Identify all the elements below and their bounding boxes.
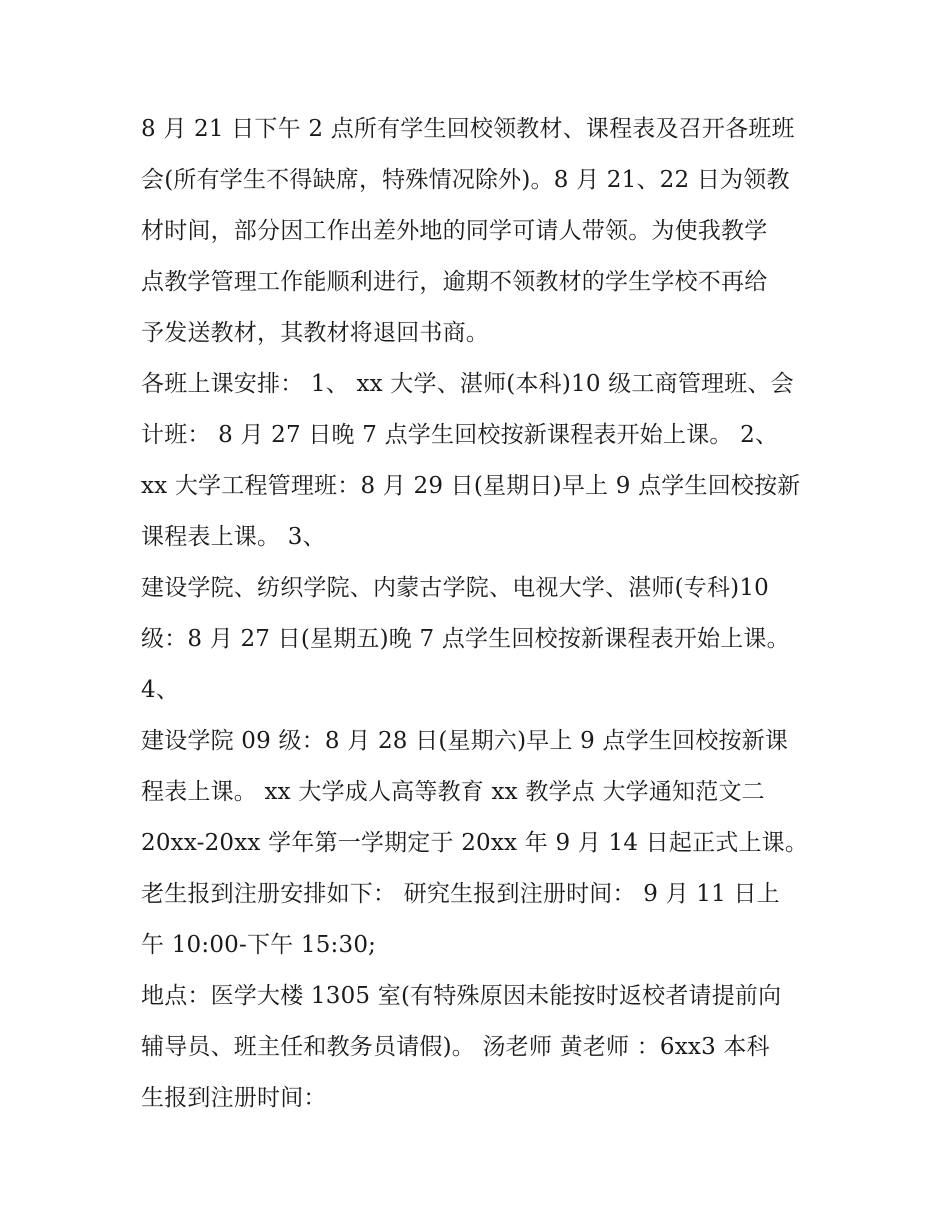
- text-line: 计班： 8 月 27 日晚 7 点学生回校按新课程表开始上课。 2、: [141, 422, 779, 448]
- text-line: 程表上课。 xx 大学成人高等教育 xx 教学点 大学通知范文二: [141, 779, 765, 805]
- document-body: [141, 104, 821, 1124]
- text-line: 点教学管理工作能顺利进行，逾期不领教材的学生学校不再给: [141, 269, 768, 295]
- text-line: 老生报到注册安排如下： 研究生报到注册时间： 9 月 11 日上: [141, 881, 780, 907]
- text-line: 予发送教材，其教材将退回书商。: [141, 320, 489, 346]
- text-line: 地点：医学大楼 1305 室(有特殊原因未能按时返校者请提前向: [141, 983, 782, 1009]
- text-line: 建设学院 09 级：8 月 28 日(星期六)早上 9 点学生回校按新课: [141, 728, 789, 754]
- text-line: 辅导员、班主任和教务员请假)。 汤老师 黄老师 ：6xx3 本科: [141, 1034, 770, 1060]
- text-line: 各班上课安排： 1、 xx 大学、湛师(本科)10 级工商管理班、会: [141, 371, 794, 397]
- text-line: 20xx-20xx 学年第一学期定于 20xx 年 9 月 14 日起正式上课。: [141, 830, 809, 856]
- text-line: 生报到注册时间：: [141, 1085, 327, 1111]
- text-line: 级：8 月 27 日(星期五)晚 7 点学生回校按新课程表开始上课。: [141, 626, 790, 652]
- text-line: 午 10:00-下午 15:30;: [141, 932, 377, 958]
- text-line: 材时间，部分因工作出差外地的同学可请人带领。为使我教学: [141, 218, 768, 244]
- text-line: 8 月 21 日下午 2 点所有学生回校领教材、课程表及召开各班班: [141, 116, 795, 142]
- text-line: 4、: [141, 677, 180, 703]
- text-line: 课程表上课。 3、: [141, 524, 326, 550]
- text-line: xx 大学工程管理班：8 月 29 日(星期日)早上 9 点学生回校按新: [141, 473, 801, 499]
- text-line: 建设学院、纺织学院、内蒙古学院、电视大学、湛师(专科)10: [141, 575, 770, 601]
- text-line: 会(所有学生不得缺席，特殊情况除外)。8 月 21、22 日为领教: [141, 167, 790, 193]
